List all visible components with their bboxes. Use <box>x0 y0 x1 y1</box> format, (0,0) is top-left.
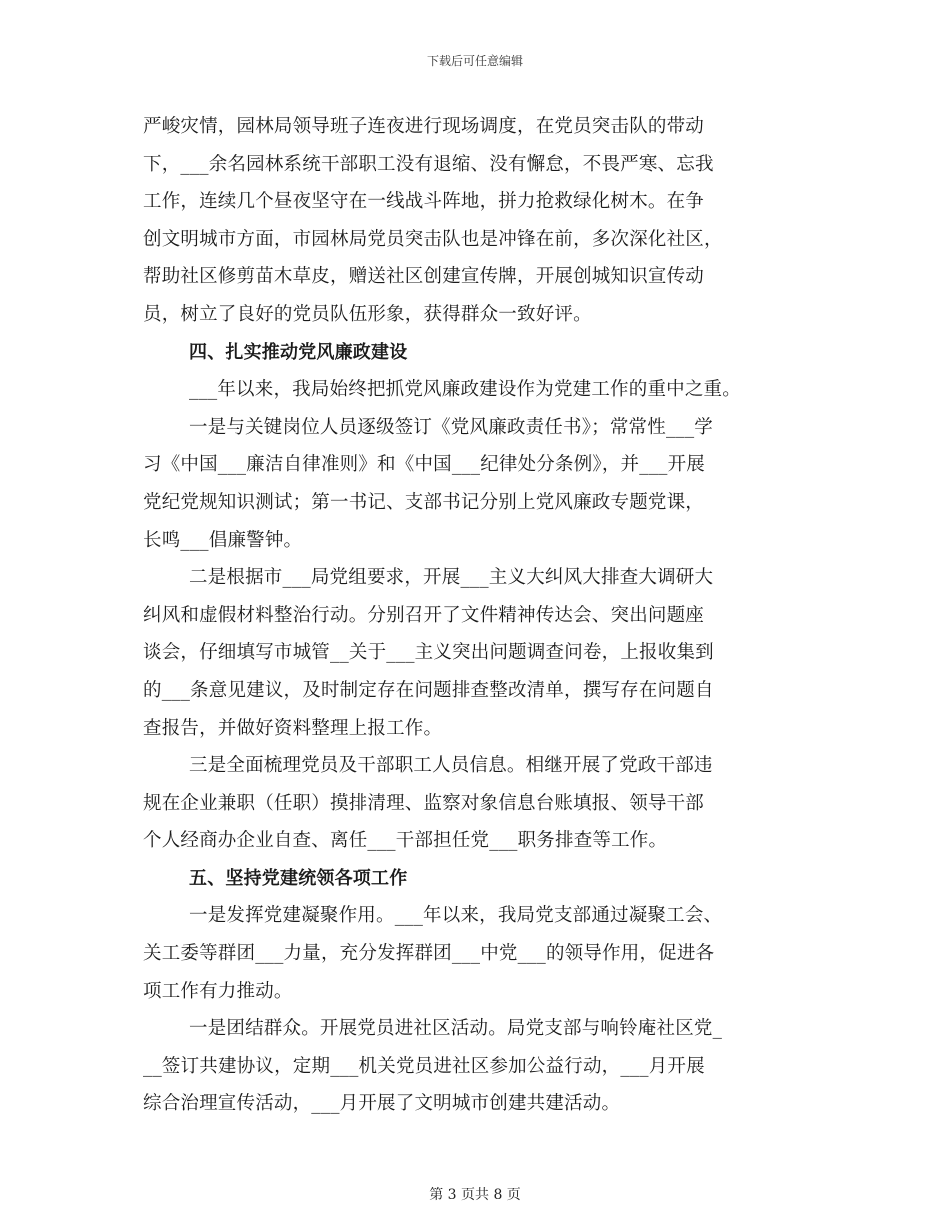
paragraph-first-line: 一是团结群众。开展党员进社区活动。局党支部与响铃庵社区党_ <box>189 1018 723 1040</box>
paragraph-first-line: 一是发挥党建凝聚作用。___年以来，我局党支部通过凝聚工会、 <box>189 905 723 927</box>
paragraph-first-line: ___年以来，我局始终把抓党风廉政建设作为党建工作的重中之重。 <box>189 379 741 401</box>
paragraph-line: 个人经商办企业自查、离任___干部担任党___职务排查等工作。 <box>143 830 668 852</box>
paragraph-line: 工作，连续几个昼夜坚守在一线战斗阵地，拼力抢救绿化树木。在争 <box>143 191 705 213</box>
paragraph-line: 查报告，并做好资料整理上报工作。 <box>143 717 443 739</box>
paragraph-line: 习《中国___廉洁自律准则》和《中国___纪律处分条例》，并___开展 <box>143 454 706 476</box>
paragraph-line: 帮助社区修剪苗木草皮，赠送社区创建宣传牌，开展创城知识宣传动 <box>143 266 705 288</box>
paragraph-line: 下，___余名园林系统干部职工没有退缩、没有懈怠，不畏严寒、忘我 <box>143 153 714 175</box>
document-body <box>143 108 813 1123</box>
page-footer: 第 3 页共 8 页 <box>429 1187 521 1203</box>
paragraph-line: 项工作有力推动。 <box>143 980 293 1002</box>
paragraph-line: 严峻灾情，园林局领导班子连夜进行现场调度，在党员突击队的带动 <box>143 116 705 137</box>
paragraph-line: 长鸣___倡廉警钟。 <box>143 529 303 551</box>
paragraph-line: 谈会，仔细填写市城管__关于___主义突出问题调查问卷，上报收集到 <box>143 642 714 664</box>
paragraph-line: __签订共建协议，定期___机关党员进社区参加公益行动，___月开展 <box>143 1055 705 1077</box>
paragraph-line: 创文明城市方面，市园林局党员突击队也是冲锋在前，多次深化社区， <box>143 228 723 250</box>
page-header: 下载后可任意编辑 <box>426 54 523 68</box>
section-heading: 五、坚持党建统领各项工作 <box>189 867 408 889</box>
paragraph-line: 员，树立了良好的党员队伍形象，获得群众一致好评。 <box>143 303 592 325</box>
paragraph-first-line: 一是与关键岗位人员逐级签订《党风廉政责任书》；常常性___学 <box>189 416 714 438</box>
paragraph-line: 的___条意见建议，及时制定存在问题排查整改清单，撰写存在问题自 <box>143 679 714 701</box>
paragraph-line: 规在企业兼职（任职）摸排清理、监察对象信息台账填报、领导干部 <box>143 792 705 814</box>
section-heading: 四、扎实推动党风廉政建设 <box>189 341 408 363</box>
paragraph-first-line: 三是全面梳理党员及干部职工人员信息。相继开展了党政干部违 <box>189 755 713 777</box>
paragraph-line: 纠风和虚假材料整治行动。分别召开了文件精神传达会、突出问题座 <box>143 604 705 626</box>
paragraph-first-line: 二是根据市___局党组要求，开展___主义大纠风大排查大调研大 <box>189 567 714 589</box>
paragraph-line: 综合治理宣传活动，___月开展了文明城市创建共建活动。 <box>143 1093 621 1115</box>
paragraph-line: 关工委等群团___力量，充分发挥群团___中党___的领导作用，促进各 <box>143 943 715 965</box>
paragraph-line: 党纪党规知识测试；第一书记、支部书记分别上党风廉政专题党课， <box>143 491 705 513</box>
